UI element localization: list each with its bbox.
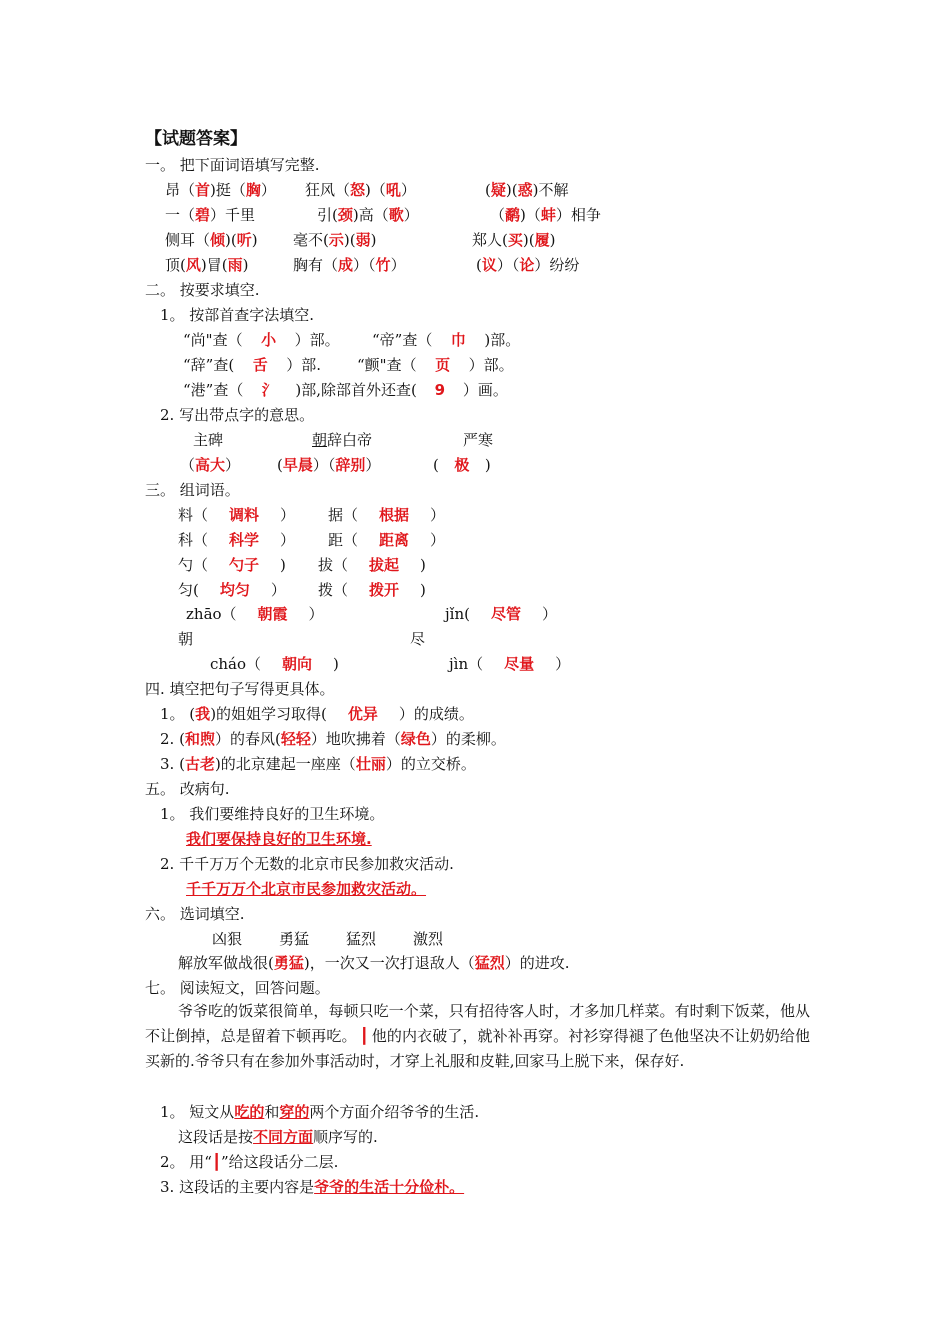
section-5-heading: 五。 改病句. xyxy=(145,780,230,798)
s1-row-2-c: （鹬)（蚌）相争 xyxy=(490,206,601,224)
s1-row-4-c: (议）（论）纷纷 xyxy=(476,256,580,274)
section-3-heading: 三。 组词语。 xyxy=(145,481,240,499)
s3-left-4: 匀( 均匀 ） xyxy=(178,581,286,599)
s7-question-3: 3. 这段话的主要内容是爷爷的生活十分俭朴。 xyxy=(160,1178,465,1196)
s6-word-4: 激烈 xyxy=(413,930,444,948)
s7-passage: 爷爷吃的饭菜很简单，每顿只吃一个菜，只有招待客人时，才多加几样菜。有时剩下饭菜，他从不让倒掉，总是留着下顿再吃。 ┃ 他的内衣破了，就补补再穿。衬衫穿得褪了色他坚决不让奶奶给他买新的.爷爷只有在参加外事活动时，才穿上礼服和皮鞋,回家马上脱下来，保存好. xyxy=(145,1002,810,1070)
s1-row-1-b: 狂风（怒)（吼） xyxy=(305,181,416,199)
s4-line-2: 2. (和煦）的春风(轻轻）地吹拂着（绿色）的柔柳。 xyxy=(160,730,506,748)
s2-r3: “港”查（ 氵 )部,除部首外还查( 9 ）画。 xyxy=(183,381,508,399)
s6-sentence: 解放军做战很(勇猛)，一次又一次打退敌人（猛烈）的进攻. xyxy=(178,954,570,972)
s5-question-1: 1。 我们要维持良好的卫生环境。 xyxy=(160,805,385,823)
s5-answer-1: 我们要保持良好的卫生环境. xyxy=(186,830,372,848)
s3-right-1: 据（ 根据 ） xyxy=(328,506,446,524)
s3-zhao-char: 朝 xyxy=(178,630,194,648)
s2-r1-b: “帝”查（ 巾 )部。 xyxy=(372,331,521,349)
s7-question-1: 1。 短文从吃的和穿的两个方面介绍爷爷的生活. xyxy=(160,1103,480,1121)
s2-r2-a: “辞”查( 舌 ）部. xyxy=(183,356,321,374)
section-2-heading: 二。 按要求填空. xyxy=(145,281,260,299)
s6-word-3: 猛烈 xyxy=(346,930,377,948)
s1-row-4-b: 胸有（成）（竹） xyxy=(293,256,406,274)
s1-row-1-a: 昂（首)挺（胸） xyxy=(165,181,276,199)
s1-row-3-a: 侧耳（倾)(听) xyxy=(165,231,258,249)
s2-answers-c: ( 极 ) xyxy=(433,456,491,474)
s1-row-2-a: 一（碧）千里 xyxy=(165,206,256,224)
section-4-heading: 四. 填空把句子写得更具体。 xyxy=(145,680,335,698)
s3-right-2: 距（ 距离 ） xyxy=(328,531,446,549)
s2-word-2: 朝辞白帝 xyxy=(312,431,373,449)
s1-row-1-c: (疑)(惑)不解 xyxy=(485,181,569,199)
s3-left-1: 料（ 调料 ） xyxy=(178,506,296,524)
section-7-heading: 七。 阅读短文，回答问题。 xyxy=(145,979,330,997)
s3-left-2: 科（ 科学 ） xyxy=(178,531,296,549)
section-6-heading: 六。 选词填空. xyxy=(145,905,245,923)
s6-word-1: 凶狠 xyxy=(212,930,243,948)
s3-jin-2: jìn（ 尽量 ） xyxy=(449,655,571,673)
s7-question-1b: 这段话是按不同方面顺序写的. xyxy=(178,1128,378,1146)
s3-zhao-2: cháo（ 朝向 ) xyxy=(210,655,339,673)
s1-row-3-b: 毫不(示)(弱) xyxy=(293,231,377,249)
s1-row-3-c: 郑人(买)(履) xyxy=(472,231,556,249)
s3-jin-char: 尽 xyxy=(410,630,426,648)
s2-answers-b: (早晨）（辞别） xyxy=(277,456,381,474)
s4-line-1: 1。 (我)的姐姐学习取得( 优异 ）的成绩。 xyxy=(160,705,474,723)
s2-r2-b: “颤"查（ 页 ）部。 xyxy=(357,356,514,374)
page-title: 【试题答案】 xyxy=(145,129,247,149)
s3-right-4: 拨（ 拨开 ) xyxy=(318,581,426,599)
section-1-heading: 一。 把下面词语填写完整. xyxy=(145,156,320,174)
s3-jin-1: jǐn( 尽管 ） xyxy=(445,605,557,623)
s3-left-3: 勺（ 勺子 ) xyxy=(178,556,286,574)
s2-question-2: 2. 写出带点字的意思。 xyxy=(160,406,315,424)
s1-row-4-a: 顶(风)冒(雨) xyxy=(165,256,249,274)
s3-right-3: 拔（ 拔起 ) xyxy=(318,556,426,574)
s5-question-2: 2. 千千万万个无数的北京市民参加救灾活动. xyxy=(160,855,454,873)
s4-line-3: 3. (古老)的北京建起一座座（壮丽）的立交桥。 xyxy=(160,755,476,773)
s2-question-1: 1。 按部首查字法填空. xyxy=(160,306,315,324)
s3-zhao-1: zhāo（ 朝霞 ） xyxy=(186,605,324,623)
s2-word-3: 严寒 xyxy=(463,431,494,449)
s2-r1-a: “尚"查（ 小 ）部。 xyxy=(183,331,340,349)
s6-word-2: 勇猛 xyxy=(279,930,310,948)
s5-answer-2: 千千万万个北京市民参加救灾活动。 xyxy=(186,880,427,898)
s2-answers-a: （高大） xyxy=(180,456,241,474)
s7-question-2: 2。 用“┃”给这段话分二层. xyxy=(160,1153,339,1171)
s2-word-1: 主碑 xyxy=(193,431,224,449)
s1-row-2-b: 引(颈)高（歌） xyxy=(317,206,419,224)
